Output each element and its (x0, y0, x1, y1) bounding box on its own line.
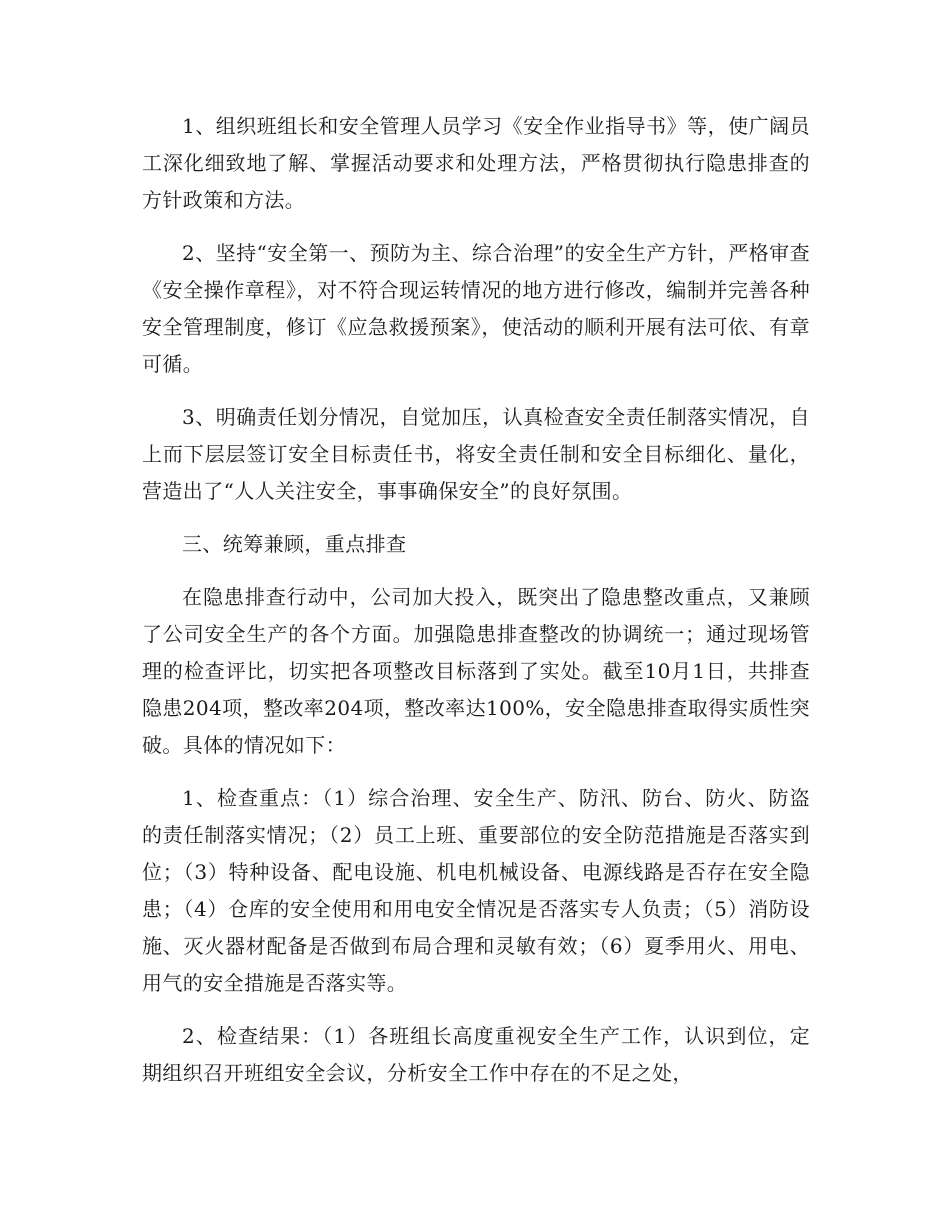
paragraph-safety-policy: 2、坚持“安全第一、预防为主、综合治理”的安全生产方针，严格审查《安全操作章程》，对不符合现运转情况的地方进行修改，编制并完善各种安全管理制度，修订《应急救援预案》，使活动的顺利开展有法可依、有章可循。 (142, 241, 810, 376)
paragraph-inspection-focus: 1、检查重点：（1）综合治理、安全生产、防汛、防台、防火、防盗的责任制落实情况；（2）员工上班、重要部位的安全防范措施是否落实到位；（3）特种设备、配电设施、机电机械设备、电源线路是否存在安全隐患；（4）仓库的安全使用和用电安全情况是否落实专人负责；（5）消防设施、灭火器材配备是否做到布局合理和灵敏有效；（6）夏季用火、用电、用气的安全措施是否落实等。 (142, 786, 810, 995)
paragraph-study-guidelines: 1、组织班组长和安全管理人员学习《安全作业指导书》等，使广阔员工深化细致地了解、掌握活动要求和处理方法，严格贯彻执行隐患排查的方针政策和方法。 (142, 114, 810, 212)
paragraph-gap (142, 510, 810, 526)
paragraph-responsibility: 3、明确责任划分情况，自觉加压，认真检查安全责任制落实情况，自上而下层层签订安全目标责任书，将安全责任制和安全目标细化、量化，营造出了“人人关注安全，事事确保安全”的良好氛围。 (142, 405, 810, 503)
paragraph-gap (142, 383, 810, 399)
paragraph-gap (142, 1002, 810, 1018)
document-page (142, 108, 810, 1092)
paragraph-hazard-investigation: 在隐患排查行动中，公司加大投入，既突出了隐患整改重点，又兼顾了公司安全生产的各个方面。加强隐患排查整改的协调统一；通过现场管理的检查评比，切实把各项整改目标落到了实处。截至10月1日，共排查隐患204项，整改率204项，整改率达100%，安全隐患排查取得实质性突破。具体的情况如下： (142, 585, 810, 757)
paragraph-gap (142, 764, 810, 780)
section-heading: 三、统筹兼顾，重点排查 (182, 532, 407, 556)
paragraph-gap (142, 563, 810, 579)
paragraph-gap (142, 219, 810, 235)
paragraph-inspection-results: 2、检查结果：（1）各班组长高度重视安全生产工作，认识到位，定期组织召开班组安全会议，分析安全工作中存在的不足之处， (142, 1024, 810, 1085)
